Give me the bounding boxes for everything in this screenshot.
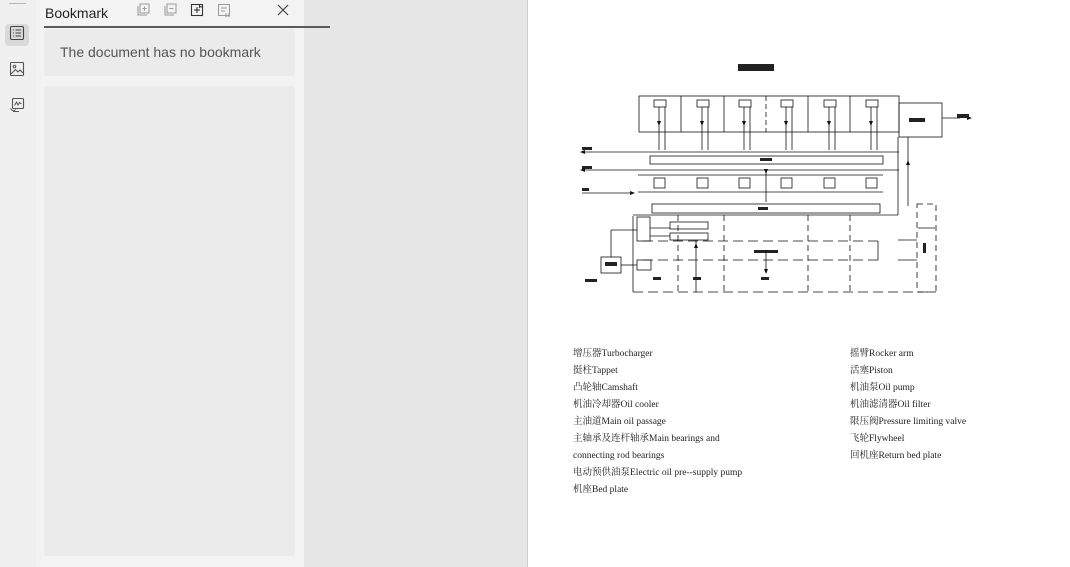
legend-item: 主轴承及连杆轴承Main bearings and	[573, 434, 720, 444]
legend-item: 机油滤清器Oil filter	[850, 400, 931, 410]
close-panel-button[interactable]	[275, 4, 291, 20]
signature-icon	[9, 97, 25, 118]
expand-all-icon	[137, 3, 151, 22]
panel-header	[44, 0, 330, 28]
empty-message: The document has no bookmark	[60, 44, 261, 60]
add-bookmark-button[interactable]	[189, 4, 205, 20]
close-icon	[276, 3, 290, 22]
bookmark-panel-button[interactable]	[5, 24, 29, 46]
legend-left	[573, 346, 742, 499]
add-bookmark-icon	[190, 3, 204, 22]
lubrication-system-diagram	[528, 0, 1070, 330]
images-panel-button[interactable]	[5, 60, 29, 82]
legend-item: 活塞Piston	[850, 366, 893, 376]
legend-item: 限压阀Pressure limiting valve	[850, 417, 967, 427]
legend-item: 飞轮Flywheel	[850, 434, 905, 444]
legend-item: 机油冷却器Oil cooler	[573, 400, 659, 410]
bookmark-icon	[217, 3, 231, 22]
legend-item: 摇臂Rocker arm	[850, 349, 914, 359]
diagram-title	[738, 64, 774, 71]
collapse-all-button[interactable]	[163, 4, 179, 20]
expand-all-button[interactable]	[136, 4, 152, 20]
rail-divider	[9, 3, 26, 4]
legend-item: 机油泵Oil pump	[850, 383, 915, 393]
legend-item: 挺柱Tappet	[573, 366, 618, 376]
legend-item: 机座Bed plate	[573, 485, 629, 495]
bookmark-button[interactable]	[216, 4, 232, 20]
panel-title: Bookmark	[45, 5, 109, 21]
document-page[interactable]	[527, 0, 1070, 567]
legend-right	[850, 346, 966, 465]
legend-item: connecting rod bearings	[573, 451, 665, 461]
bookmark-empty-card	[44, 29, 295, 76]
legend-item: 增压器Turbocharger	[573, 349, 653, 359]
side-rail	[0, 0, 37, 567]
legend-item: 电动预供油泵Electric oil pre--supply pump	[573, 468, 743, 478]
bookmark-list-area	[44, 86, 295, 556]
legend-item: 凸轮轴Camshaft	[573, 383, 638, 393]
legend-item: 主油道Main oil passage	[573, 417, 666, 427]
bookmark-list-icon	[9, 25, 25, 46]
signatures-panel-button[interactable]	[5, 96, 29, 118]
collapse-all-icon	[164, 3, 178, 22]
legend-item: 回机座Return bed plate	[850, 451, 942, 461]
image-icon	[9, 61, 25, 82]
